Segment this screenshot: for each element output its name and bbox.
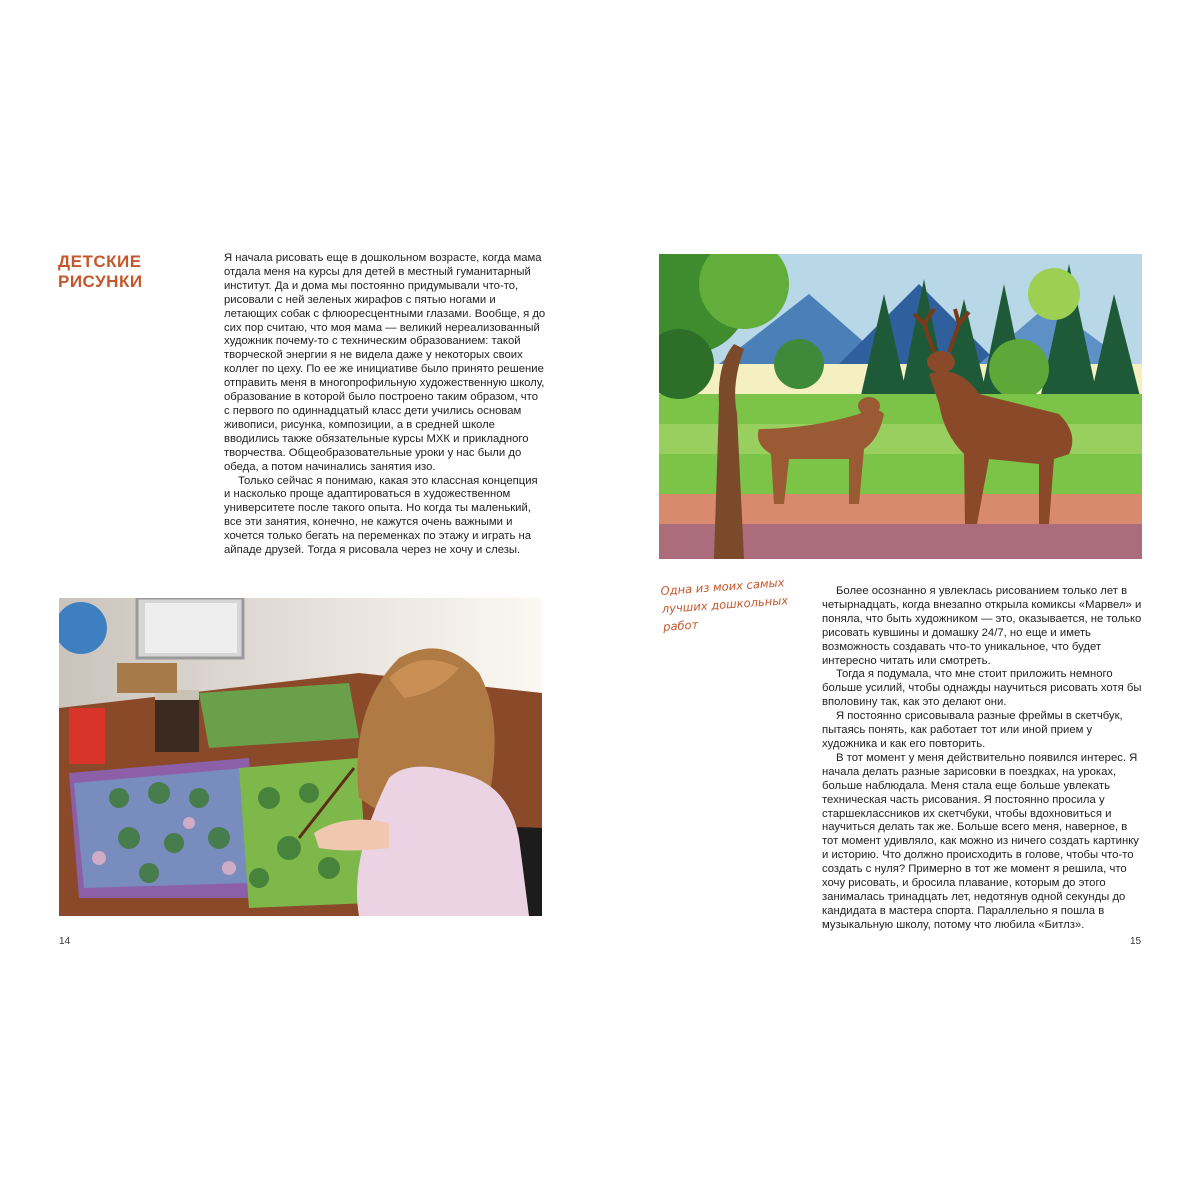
page-number-right: 15 xyxy=(1130,936,1142,947)
right-body-text xyxy=(822,585,1142,933)
paragraph: Тогда я подумала, что мне стоит приложить немного больше усилий, чтобы однажды научиться рисовать хотя бы вполовину так, как это делают они. xyxy=(822,668,1142,709)
paragraph: Я начала рисовать еще в дошкольном возрасте, когда мама отдала меня на курсы для детей в местный гуманитарный институт. Да и дома мы постоянно придумывали что-то, рисовали с ней зеленых жирафов с пятью ногами и летающих собак с флюоресцентными глазами. Вообще, я до сих пор считаю, что моя мама — великий нереализованный художник почему-то с техническим образованием: такой творческой энергии я не видела даже у некоторых своих коллег по цеху. По ее же инициативе было принято решение отправить меня в многопрофильную художественную школу, образование в которой было построено таким образом, что с первого по одиннадцатый класс дети учились основам живописи, рисунка, композиции, а в средней школе вводились также обязательные курсы МХК и прикладного творчества. Общеобразовательные уроки у нас были до обеда, а потом начинались занятия изо. xyxy=(224,252,546,473)
child-painting-deer xyxy=(659,254,1142,559)
photo-girl-painting xyxy=(59,598,542,916)
section-heading xyxy=(58,252,208,292)
paragraph: Только сейчас я понимаю, какая это классная концепция и насколько проще адаптироваться в художественном университете после такого опыта. Но когда ты маленький, все эти занятия, конечно, не кажутся очень важными и хочется только бегать на переменках по этажу и играть на айпаде друзей. Тогда я рисовала через не хочу и слезы. xyxy=(224,474,538,557)
handwritten-caption: Одна из моих самых лучших дошкольных работ xyxy=(660,575,789,634)
page-number-left: 14 xyxy=(59,936,71,947)
paragraph: Более осознанно я увлеклась рисованием только лет в четырнадцать, когда внезапно открыла комиксы «Марвел» и поняла, что быть художником — это, оказывается, не только рисовать кувшины и домашку 24/7, но еще и иметь возможность создавать что-то уникальное, что будет интересно читать или смотреть. xyxy=(822,585,1142,667)
heading-line-2: РИСУНКИ xyxy=(58,272,143,291)
heading-line-1: ДЕТСКИЕ xyxy=(58,252,142,271)
paragraph: Я постоянно срисовывала разные фреймы в скетчбук, пытаясь понять, как работает тот или иной прием у художника и как его повторить. xyxy=(822,710,1123,750)
left-body-text xyxy=(224,252,546,558)
paragraph: В тот момент у меня действительно появился интерес. Я начала делать разные зарисовки в поездках, на уроках, больше наблюдала. Меня стала еще больше увлекать техническая часть рисования. Я постоянно просила у старшеклассников их скетчбуки, чтобы вдохновиться и научиться делать так же. Больше всего меня, наверное, в тот момент удивляло, как можно из ничего создать картинку и историю. Что должно происходить в голове, чтобы что-то создать с нуля? Примерно в тот же момент я решила, что хочу рисовать, и бросила плавание, которым до этого занималась тринадцать лет, недотянув одной секунды до кандидата в мастера спорта. Параллельно я пошла в музыкальную школу, потому что любила «Битлз». xyxy=(822,751,1139,931)
